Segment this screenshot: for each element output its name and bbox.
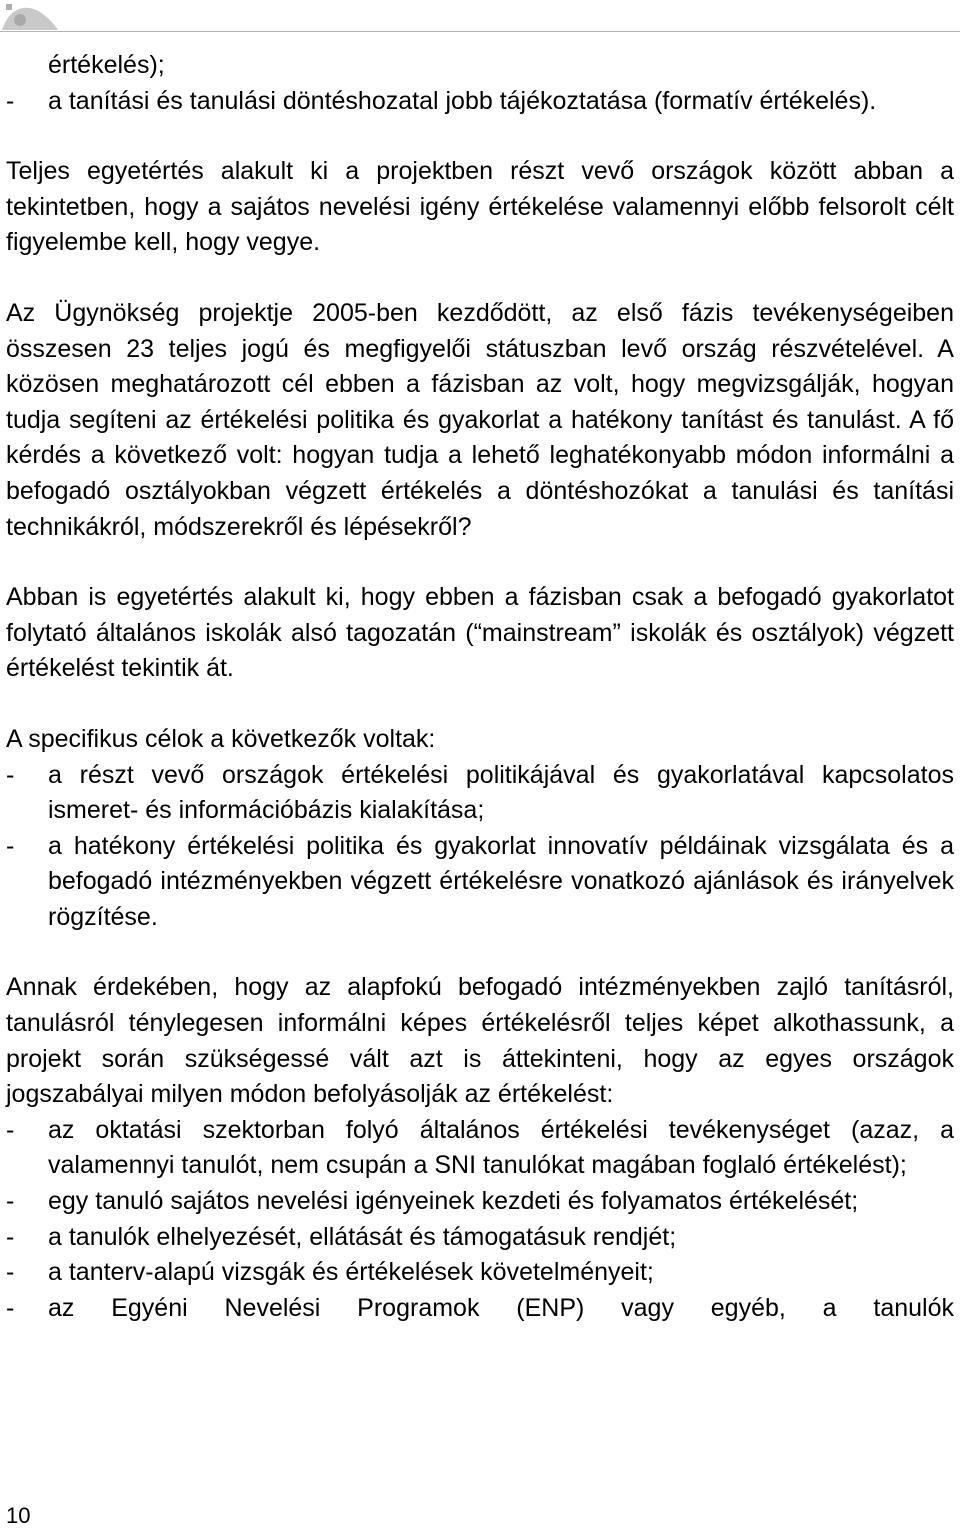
list-dash: - <box>6 760 15 789</box>
list-item-text: az oktatási szektorban folyó általános értékelési tevékenységet (azaz, a valamennyi tanulót, nem csupán a SNI tanulókat magában foglaló értékelést); <box>48 1115 954 1180</box>
list-item <box>6 829 954 936</box>
list-item <box>6 758 954 829</box>
list-item-text: a hatékony értékelési politika és gyakorlat innovatív példáinak vizsgálata és a befogadó intézményekben végzett értékelésre vonatkozó ajánlások és irányelvek rögzítése. <box>48 831 954 931</box>
list-item <box>6 1113 954 1184</box>
page-number: 10 <box>6 1503 31 1528</box>
list-item <box>6 84 954 120</box>
paragraph: Az Ügynökség projektje 2005-ben kezdődött, az első fázis tevékenységeiben összesen 23 teljes jogú és megfigyelői státuszban levő ország részvételével. A közösen meghatározott cél ebben a fázisban az volt, hogy megvizsgálják, hogyan tudja segíteni az értékelési politika és gyakorlat a hatékony tanítást és tanulást. A fő kérdés a következő volt: hogyan tudja a lehető leghatékonyabb módon informálni a befogadó osztályokban végzett értékelés a döntéshozókat a tanulási és tanítási technikákról, módszerekről és lépésekről? <box>6 298 954 541</box>
list-item <box>6 1291 954 1327</box>
goals-intro: A specifikus célok a következők voltak: <box>6 724 436 753</box>
list-item-text: egy tanuló sajátos nevelési igényeinek kezdeti és folyamatos értékelését; <box>48 1187 859 1216</box>
list-item-text: az Egyéni Nevelési Programok (ENP) vagy egyéb, a tanulók <box>48 1293 954 1322</box>
list-dash: - <box>6 1293 15 1322</box>
header-rule <box>0 31 960 32</box>
list-item <box>6 1184 954 1220</box>
list-item-text: a részt vevő országok értékelési politikájával és gyakorlatával kapcsolatos ismeret- és információbázis kialakítása; <box>48 760 954 825</box>
paragraph: Abban is egyetértés alakult ki, hogy ebben a fázisban csak a befogadó gyakorlatot folytató általános iskolák alsó tagozatán (“mainstream” iskolák és osztályok) végzett értékelést tekintik át. <box>6 583 954 683</box>
list-dash: - <box>6 1115 15 1144</box>
paragraph: Teljes egyetértés alakult ki a projektben részt vevő országok között abban a tekintetben, hogy a sajátos nevelési igény értékelése valamennyi előbb felsorolt célt figyelembe kell, hogy vegye. <box>6 157 954 257</box>
document-body <box>6 48 954 1326</box>
list-item-text: a tanítási és tanulási döntéshozatal jobb tájékoztatása (formatív értékelés). <box>48 86 877 115</box>
intro-continuation: értékelés); <box>48 51 165 79</box>
list-item <box>6 1255 954 1291</box>
list-dash: - <box>6 1187 15 1216</box>
list-item-text: a tanulók elhelyezését, ellátását és támogatásuk rendjét; <box>48 1222 677 1251</box>
list-dash: - <box>6 1222 15 1251</box>
list-dash: - <box>6 831 15 860</box>
publisher-logo-icon <box>0 0 60 32</box>
list-item <box>6 1220 954 1256</box>
list-dash: - <box>6 86 15 115</box>
list-dash: - <box>6 1258 15 1287</box>
list-item-text: a tanterv-alapú vizsgák és értékelések követelményeit; <box>48 1258 654 1287</box>
paragraph: Annak érdekében, hogy az alapfokú befogadó intézményekben zajló tanításról, tanulásról ténylegesen informálni képes értékelésről teljes képet alkothassunk, a projekt során szükségessé vált azt is áttekinteni, hogy az egyes országok jogszabályai milyen módon befolyásolják az értékelést: <box>6 973 954 1109</box>
